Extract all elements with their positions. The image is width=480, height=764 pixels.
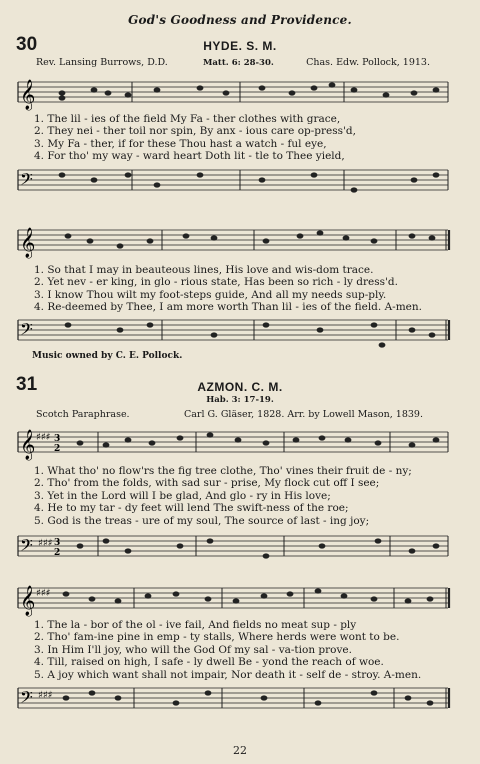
sharp-icon: ♯♯♯ xyxy=(36,588,51,599)
bass-staff xyxy=(0,528,480,568)
page-header: God's Goodness and Providence. xyxy=(128,13,352,27)
lyric-line: 5. God is the treas - ure of my soul, The source of last - ing joy; xyxy=(34,514,370,527)
lyric-line: 3. In Him I'll joy, who will the God Of my sal - va-tion prove. xyxy=(34,643,352,656)
lyric-line: 3. I know Thou wilt my foot-steps guide, And all my needs sup-ply. xyxy=(34,288,387,301)
svg-text:2: 2 xyxy=(54,444,61,454)
svg-text:3: 3 xyxy=(54,538,61,548)
sharp-icon: ♯♯♯ xyxy=(38,690,53,701)
treble-clef-icon: 𝄞 xyxy=(20,430,36,460)
bass-staff xyxy=(0,162,480,206)
treble-staff xyxy=(0,220,480,256)
hymn-title: HYDE. S. M. xyxy=(203,39,277,53)
lyric-line: 2. Tho' fam-ine pine in emp - ty stalls, Where herds were wont to be. xyxy=(34,631,400,644)
scripture-reference: Matt. 6: 28-30. xyxy=(203,58,274,68)
stanza-lines xyxy=(34,619,421,681)
lyric-line: 4. For tho' my way - ward heart Doth lit - tle to Thee yield, xyxy=(34,150,345,163)
scripture-reference: Hab. 3: 17-19. xyxy=(206,395,274,405)
treble-clef-icon: 𝄞 xyxy=(20,228,36,258)
lyric-line: 1. What tho' no flow'rs the fig tree clothe, Tho' vines their fruit de - ny; xyxy=(34,465,412,477)
hymn-title: AZMON. C. M. xyxy=(197,380,283,394)
music-credit: Chas. Edw. Pollock, 1913. xyxy=(306,57,430,68)
notes-icon xyxy=(59,82,440,100)
notes-icon xyxy=(77,538,440,558)
treble-clef-icon: 𝄞 xyxy=(20,586,36,616)
lyric-line: 4. Re-deemed by Thee, I am more worth Than lil - ies of the field. A-men. xyxy=(34,301,422,314)
sharp-icon: ♯♯♯ xyxy=(36,432,51,443)
lyric-line: 3. My Fa - ther, if for these Thou hast a watch - ful eye, xyxy=(34,137,327,150)
lyric-line: 1. The lil - ies of the field My Fa - ther clothes with grace, xyxy=(34,113,341,125)
lyric-line: 1. So that I may in beauteous lines, His love and wis-dom trace. xyxy=(34,264,374,276)
lyric-line: 1. The la - bor of the ol - ive fail, And fields no meat sup - ply xyxy=(34,619,357,631)
svg-text:2: 2 xyxy=(54,548,61,558)
lyric-line: 4. He to my tar - dy feet will lend The swift-ness of the roe; xyxy=(34,502,349,515)
notes-icon xyxy=(59,172,440,192)
copyright-note: Music owned by C. E. Pollock. xyxy=(32,351,183,361)
sharp-icon: ♯♯♯ xyxy=(38,538,53,549)
notes-icon xyxy=(63,588,434,603)
lyric-line: 2. Yet nev - er king, in glo - rious state, Has been so rich - ly dress'd. xyxy=(34,276,398,289)
hymn-number: 30 xyxy=(16,34,38,55)
bass-clef-icon: 𝄢 xyxy=(20,535,33,559)
lyric-line: 2. They nei - ther toil nor spin, By anx - ious care op-press'd, xyxy=(34,125,356,138)
lyric-line: 5. A joy which want shall not impair, Nor death it - self de - stroy. A-men. xyxy=(34,668,422,681)
words-credit: Rev. Lansing Burrows, D.D. xyxy=(36,57,168,68)
stanza-lines xyxy=(34,465,412,527)
lyric-line: 3. Yet in the Lord will I be glad, And glo - ry in His love; xyxy=(34,489,331,502)
page-number: 22 xyxy=(233,744,247,757)
treble-clef-icon: 𝄞 xyxy=(20,80,36,110)
music-credit: Carl G. Gläser, 1828. Arr. by Lowell Mason, 1839. xyxy=(184,409,423,420)
bass-clef-icon: 𝄢 xyxy=(20,687,33,711)
notes-icon xyxy=(65,230,436,248)
hymn-number: 31 xyxy=(16,374,38,395)
lyric-line: 4. Till, raised on high, I safe - ly dwell Be - yond the reach of woe. xyxy=(34,656,384,669)
words-credit: Scotch Paraphrase. xyxy=(36,409,130,420)
treble-staff xyxy=(0,422,480,458)
stanza-lines xyxy=(34,113,356,163)
bass-staff xyxy=(0,312,480,354)
bass-clef-icon: 𝄢 xyxy=(20,169,33,193)
svg-text:3: 3 xyxy=(54,434,61,444)
treble-staff xyxy=(0,578,480,614)
lyric-line: 2. Tho' from the folds, with sad sur - prise, My flock cut off I see; xyxy=(34,477,380,490)
stanza-lines xyxy=(34,264,422,314)
bass-clef-icon: 𝄢 xyxy=(20,319,33,343)
treble-staff xyxy=(0,72,480,110)
notes-icon xyxy=(77,432,440,447)
bass-staff xyxy=(0,680,480,720)
